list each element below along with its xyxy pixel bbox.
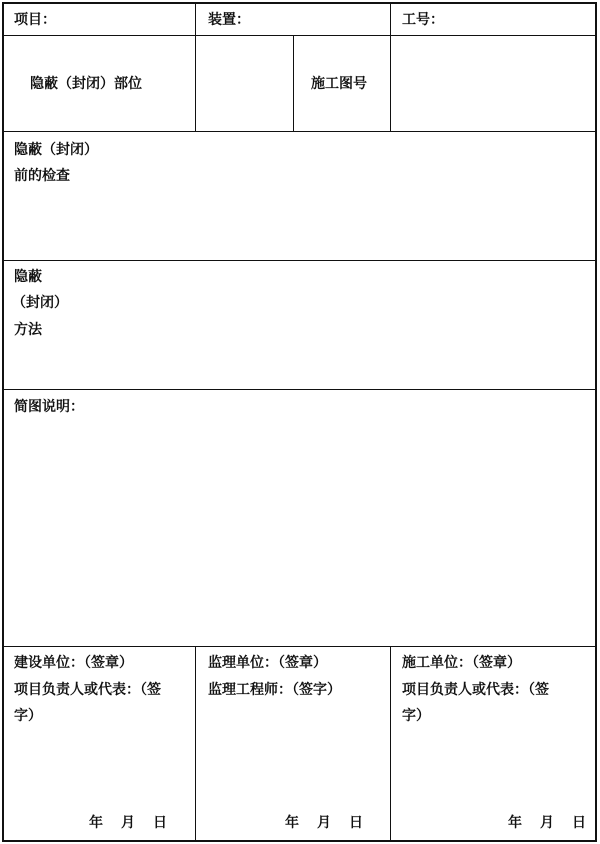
col-divider-sign-2: [390, 646, 391, 842]
col-divider-part-2: [293, 35, 294, 132]
owner-person-label-line1: 项目负责人或代表：（签: [14, 682, 161, 698]
method-label-line2: （封闭）: [12, 295, 68, 311]
hidden-part-label: 隐蔽（封闭）部位: [30, 76, 142, 92]
col-divider-header-1: [195, 4, 196, 36]
col-divider-part-1: [195, 35, 196, 132]
owner-date: 年 月 日: [89, 815, 169, 831]
row-divider-part: [4, 131, 595, 132]
drawing-no-value: [392, 37, 595, 131]
contractor-date: 年 月 日: [508, 815, 588, 831]
contractor-person-label-line1: 项目负责人或代表：（签: [402, 682, 549, 698]
hidden-part-value: [197, 37, 293, 131]
method-label-line3: 方法: [14, 322, 42, 338]
row-divider-sketch: [4, 646, 595, 647]
device-label: 装置：: [208, 12, 250, 28]
contractor-person-label-line2: 字）: [402, 708, 430, 724]
supervisor-unit-label: 监理单位：（签章）: [208, 655, 327, 671]
supervisor-person-label: 监理工程师：（签字）: [208, 682, 341, 698]
row-divider-method: [4, 389, 595, 390]
supervisor-date: 年 月 日: [285, 815, 365, 831]
col-divider-sign-1: [195, 646, 196, 842]
col-divider-header-2: [390, 4, 391, 36]
row-divider-header: [4, 35, 595, 36]
owner-unit-label: 建设单位：（签章）: [14, 655, 133, 671]
row-divider-precheck: [4, 260, 595, 261]
project-label: 项目：: [14, 12, 56, 28]
pre-check-label-line1: 隐蔽（封闭）: [14, 142, 98, 158]
col-divider-part-3: [390, 35, 391, 132]
method-label-line1: 隐蔽: [14, 269, 42, 285]
inspection-form: [2, 2, 597, 842]
pre-check-label-line2: 前的检查: [14, 168, 70, 184]
job-no-label: 工号：: [402, 12, 444, 28]
drawing-no-label: 施工图号: [311, 76, 367, 92]
owner-person-label-line2: 字）: [14, 708, 42, 724]
sketch-label: 简图说明：: [14, 399, 84, 415]
contractor-unit-label: 施工单位：（签章）: [402, 655, 521, 671]
